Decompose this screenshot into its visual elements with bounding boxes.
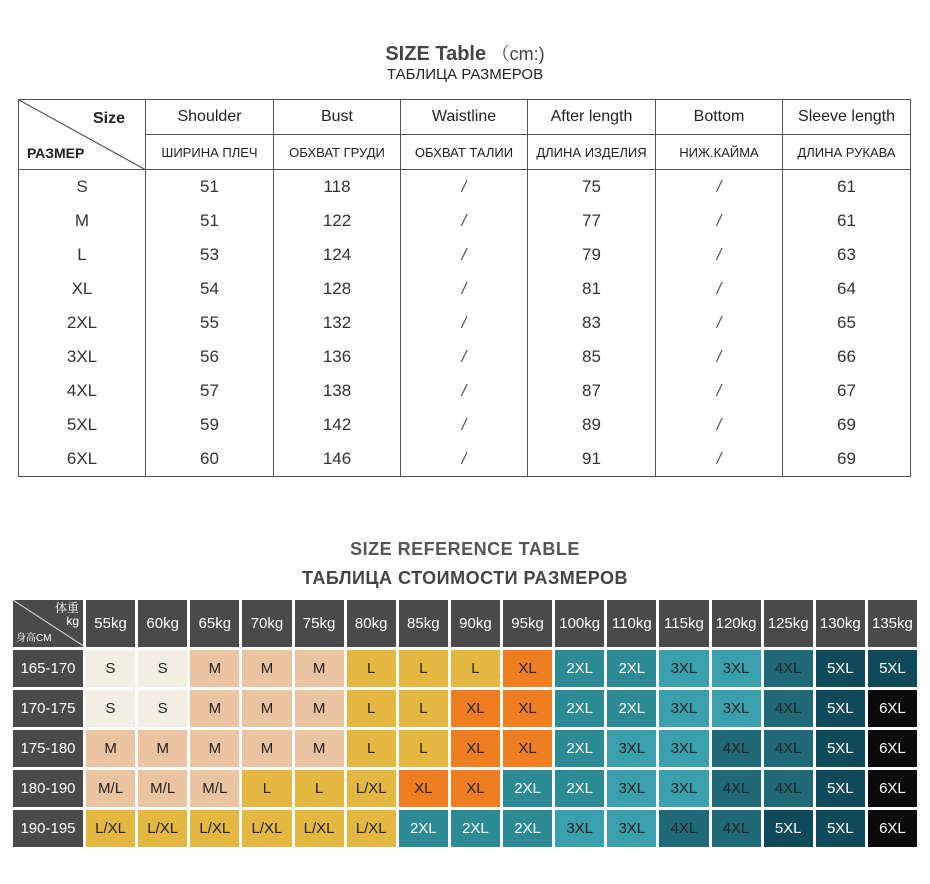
header-sleeve-length: Sleeve length xyxy=(783,100,911,135)
cell-shoulder: 54 xyxy=(146,272,274,306)
cell-bust: 136 xyxy=(274,340,401,374)
size-cell: M xyxy=(295,690,344,727)
size-cell: S xyxy=(138,690,187,727)
cell-size: 2XL xyxy=(19,306,146,340)
size-cell: L/XL xyxy=(295,810,344,847)
header-ru-length: ДЛИНА ИЗДЕЛИЯ xyxy=(528,135,656,170)
size-cell: M xyxy=(242,690,291,727)
size-cell: 3XL xyxy=(659,650,708,687)
height-row xyxy=(13,690,917,727)
size-cell: 2XL xyxy=(503,770,552,807)
cell-shoulder: 60 xyxy=(146,442,274,477)
cell-bust: 132 xyxy=(274,306,401,340)
size-cell: L/XL xyxy=(347,770,396,807)
size-cell: L/XL xyxy=(347,810,396,847)
weight-header: 70kg xyxy=(242,600,291,647)
weight-header: 75kg xyxy=(295,600,344,647)
size-cell: 3XL xyxy=(607,730,656,767)
size-cell: 6XL xyxy=(868,690,917,727)
size-cell: 4XL xyxy=(712,810,761,847)
size-cell: M xyxy=(190,650,239,687)
header-bust: Bust xyxy=(274,100,401,135)
cell-shoulder: 55 xyxy=(146,306,274,340)
weight-header: 110kg xyxy=(607,600,656,647)
size-cell: 3XL xyxy=(555,810,604,847)
cell-length: 85 xyxy=(528,340,656,374)
size-cell: 5XL xyxy=(816,810,865,847)
weight-header: 85kg xyxy=(399,600,448,647)
weight-header: 125kg xyxy=(764,600,813,647)
size-table-corner xyxy=(19,100,146,170)
size-cell: 5XL xyxy=(816,770,865,807)
table-row xyxy=(19,442,911,477)
size-cell: 4XL xyxy=(764,690,813,727)
height-label: 165-170 xyxy=(13,650,83,687)
height-label: 180-190 xyxy=(13,770,83,807)
cell-bottom: / xyxy=(656,204,783,238)
height-row xyxy=(13,770,917,807)
height-row xyxy=(13,810,917,847)
size-cell: 5XL xyxy=(816,730,865,767)
table-row xyxy=(19,408,911,442)
cell-size: L xyxy=(19,238,146,272)
size-cell: 4XL xyxy=(712,730,761,767)
size-cell: S xyxy=(86,650,135,687)
size-cell: 2XL xyxy=(555,730,604,767)
cell-size: M xyxy=(19,204,146,238)
weight-header: 120kg xyxy=(712,600,761,647)
size-cell: XL xyxy=(399,770,448,807)
corner-razmer-label: РАЗМЕР xyxy=(27,145,85,161)
weight-header: 95kg xyxy=(503,600,552,647)
size-cell: L/XL xyxy=(242,810,291,847)
size-cell: L xyxy=(347,730,396,767)
cell-waist: / xyxy=(401,170,528,205)
size-cell: S xyxy=(86,690,135,727)
header-bottom: Bottom xyxy=(656,100,783,135)
size-cell: 2XL xyxy=(555,650,604,687)
cell-shoulder: 57 xyxy=(146,374,274,408)
size-cell: 3XL xyxy=(712,690,761,727)
size-cell: 5XL xyxy=(816,650,865,687)
cell-length: 79 xyxy=(528,238,656,272)
header-ru-sleeve: ДЛИНА РУКАВА xyxy=(783,135,911,170)
size-cell: 4XL xyxy=(764,730,813,767)
size-cell: 2XL xyxy=(503,810,552,847)
corner-height-label: 身高CM xyxy=(16,633,52,644)
cell-bust: 122 xyxy=(274,204,401,238)
size-cell: S xyxy=(138,650,187,687)
weight-header: 60kg xyxy=(138,600,187,647)
cell-size: 6XL xyxy=(19,442,146,477)
size-cell: 4XL xyxy=(764,770,813,807)
cell-sleeve: 64 xyxy=(783,272,911,306)
table-row xyxy=(19,238,911,272)
cell-shoulder: 59 xyxy=(146,408,274,442)
cell-sleeve: 66 xyxy=(783,340,911,374)
cell-shoulder: 56 xyxy=(146,340,274,374)
cell-length: 83 xyxy=(528,306,656,340)
size-cell: L xyxy=(242,770,291,807)
size-cell: L xyxy=(347,650,396,687)
weight-header: 80kg xyxy=(347,600,396,647)
size-table-subtitle: ТАБЛИЦА РАЗМЕРОВ xyxy=(386,66,544,83)
size-cell: L/XL xyxy=(190,810,239,847)
size-cell: L xyxy=(347,690,396,727)
size-cell: 6XL xyxy=(868,810,917,847)
size-cell: L/XL xyxy=(86,810,135,847)
header-ru-bust: ОБХВАТ ГРУДИ xyxy=(274,135,401,170)
size-cell: 6XL xyxy=(868,770,917,807)
size-cell: M xyxy=(242,650,291,687)
size-cell: 6XL xyxy=(868,730,917,767)
cell-waist: / xyxy=(401,306,528,340)
table-row xyxy=(19,170,911,205)
cell-size: 4XL xyxy=(19,374,146,408)
cell-bust: 128 xyxy=(274,272,401,306)
size-table-title-text: SIZE Table xyxy=(385,43,487,65)
table-row xyxy=(19,204,911,238)
cell-length: 81 xyxy=(528,272,656,306)
size-cell: XL xyxy=(503,690,552,727)
size-cell: 3XL xyxy=(659,770,708,807)
cell-bottom: / xyxy=(656,238,783,272)
table-row xyxy=(19,374,911,408)
cell-bottom: / xyxy=(656,408,783,442)
cell-size: 5XL xyxy=(19,408,146,442)
cell-length: 75 xyxy=(528,170,656,205)
size-cell: 5XL xyxy=(868,650,917,687)
size-cell: 3XL xyxy=(607,770,656,807)
size-cell: 4XL xyxy=(764,650,813,687)
cell-sleeve: 67 xyxy=(783,374,911,408)
cell-length: 87 xyxy=(528,374,656,408)
cell-bottom: / xyxy=(656,374,783,408)
reference-grid-body xyxy=(13,600,917,847)
weight-header: 90kg xyxy=(451,600,500,647)
cell-bottom: / xyxy=(656,340,783,374)
size-cell: L/XL xyxy=(138,810,187,847)
table-row xyxy=(19,272,911,306)
cell-bust: 118 xyxy=(274,170,401,205)
cell-waist: / xyxy=(401,204,528,238)
height-row xyxy=(13,650,917,687)
cell-shoulder: 51 xyxy=(146,204,274,238)
header-ru-waist: ОБХВАТ ТАЛИИ xyxy=(401,135,528,170)
cell-waist: / xyxy=(401,408,528,442)
size-cell: 3XL xyxy=(659,690,708,727)
cell-length: 89 xyxy=(528,408,656,442)
size-cell: 4XL xyxy=(659,810,708,847)
weight-header: 115kg xyxy=(659,600,708,647)
cell-shoulder: 51 xyxy=(146,170,274,205)
cell-waist: / xyxy=(401,442,528,477)
weight-header: 135kg xyxy=(868,600,917,647)
cell-length: 77 xyxy=(528,204,656,238)
size-cell: 2XL xyxy=(607,690,656,727)
size-cell: M xyxy=(190,690,239,727)
cell-bust: 138 xyxy=(274,374,401,408)
cell-bust: 142 xyxy=(274,408,401,442)
size-cell: 4XL xyxy=(712,770,761,807)
size-cell: 2XL xyxy=(399,810,448,847)
size-cell: 5XL xyxy=(816,690,865,727)
cell-size: XL xyxy=(19,272,146,306)
size-cell: 2XL xyxy=(555,690,604,727)
size-cell: 5XL xyxy=(764,810,813,847)
cell-bottom: / xyxy=(656,442,783,477)
size-table-title xyxy=(0,40,930,66)
size-cell: XL xyxy=(451,770,500,807)
size-cell: 2XL xyxy=(555,770,604,807)
cell-sleeve: 61 xyxy=(783,170,911,205)
weight-header-row xyxy=(13,600,917,647)
size-cell: 3XL xyxy=(607,810,656,847)
weight-header: 65kg xyxy=(190,600,239,647)
cell-bust: 146 xyxy=(274,442,401,477)
size-cell: M xyxy=(295,730,344,767)
cell-shoulder: 53 xyxy=(146,238,274,272)
weight-header: 130kg xyxy=(816,600,865,647)
cell-waist: / xyxy=(401,340,528,374)
size-table-body xyxy=(19,170,911,477)
size-cell: 2XL xyxy=(451,810,500,847)
size-table-unit: （cm:) xyxy=(491,44,545,64)
size-cell: XL xyxy=(451,690,500,727)
cell-sleeve: 69 xyxy=(783,408,911,442)
height-label: 175-180 xyxy=(13,730,83,767)
reference-subtitle: ТАБЛИЦА СТОИМОСТИ РАЗМЕРОВ xyxy=(301,568,629,588)
cell-sleeve: 65 xyxy=(783,306,911,340)
size-cell: M/L xyxy=(86,770,135,807)
height-label: 170-175 xyxy=(13,690,83,727)
corner-weight-label: 体重 kg xyxy=(54,601,79,628)
header-waistline: Waistline xyxy=(401,100,528,135)
header-shoulder: Shoulder xyxy=(146,100,274,135)
cell-sleeve: 63 xyxy=(783,238,911,272)
size-cell: XL xyxy=(503,650,552,687)
table-row xyxy=(19,306,911,340)
size-cell: M/L xyxy=(190,770,239,807)
cell-bottom: / xyxy=(656,272,783,306)
size-cell: 3XL xyxy=(659,730,708,767)
size-cell: 3XL xyxy=(712,650,761,687)
size-cell: M xyxy=(138,730,187,767)
size-cell: L xyxy=(399,730,448,767)
cell-waist: / xyxy=(401,238,528,272)
size-cell: 2XL xyxy=(607,650,656,687)
size-cell: XL xyxy=(503,730,552,767)
reference-title: SIZE REFERENCE TABLE xyxy=(350,539,580,559)
size-table xyxy=(18,99,911,477)
cell-bottom: / xyxy=(656,170,783,205)
header-after-length: After length xyxy=(528,100,656,135)
table-row xyxy=(19,340,911,374)
cell-size: S xyxy=(19,170,146,205)
size-cell: M/L xyxy=(138,770,187,807)
size-cell: L xyxy=(399,650,448,687)
cell-bottom: / xyxy=(656,306,783,340)
reference-corner xyxy=(13,600,83,647)
cell-size: 3XL xyxy=(19,340,146,374)
header-ru-bottom: НИЖ.КАЙМА xyxy=(656,135,783,170)
size-reference-grid xyxy=(10,597,920,850)
cell-bust: 124 xyxy=(274,238,401,272)
cell-length: 91 xyxy=(528,442,656,477)
size-cell: L xyxy=(451,650,500,687)
size-cell: L xyxy=(295,770,344,807)
cell-waist: / xyxy=(401,374,528,408)
size-cell: M xyxy=(242,730,291,767)
cell-waist: / xyxy=(401,272,528,306)
size-cell: M xyxy=(86,730,135,767)
cell-sleeve: 69 xyxy=(783,442,911,477)
size-cell: XL xyxy=(451,730,500,767)
weight-header: 100kg xyxy=(555,600,604,647)
height-row xyxy=(13,730,917,767)
height-label: 190-195 xyxy=(13,810,83,847)
cell-sleeve: 61 xyxy=(783,204,911,238)
size-cell: M xyxy=(295,650,344,687)
weight-header: 55kg xyxy=(86,600,135,647)
size-cell: M xyxy=(190,730,239,767)
corner-size-label: Size xyxy=(92,110,125,127)
size-cell: L xyxy=(399,690,448,727)
header-ru-shoulder: ШИРИНА ПЛЕЧ xyxy=(146,135,274,170)
